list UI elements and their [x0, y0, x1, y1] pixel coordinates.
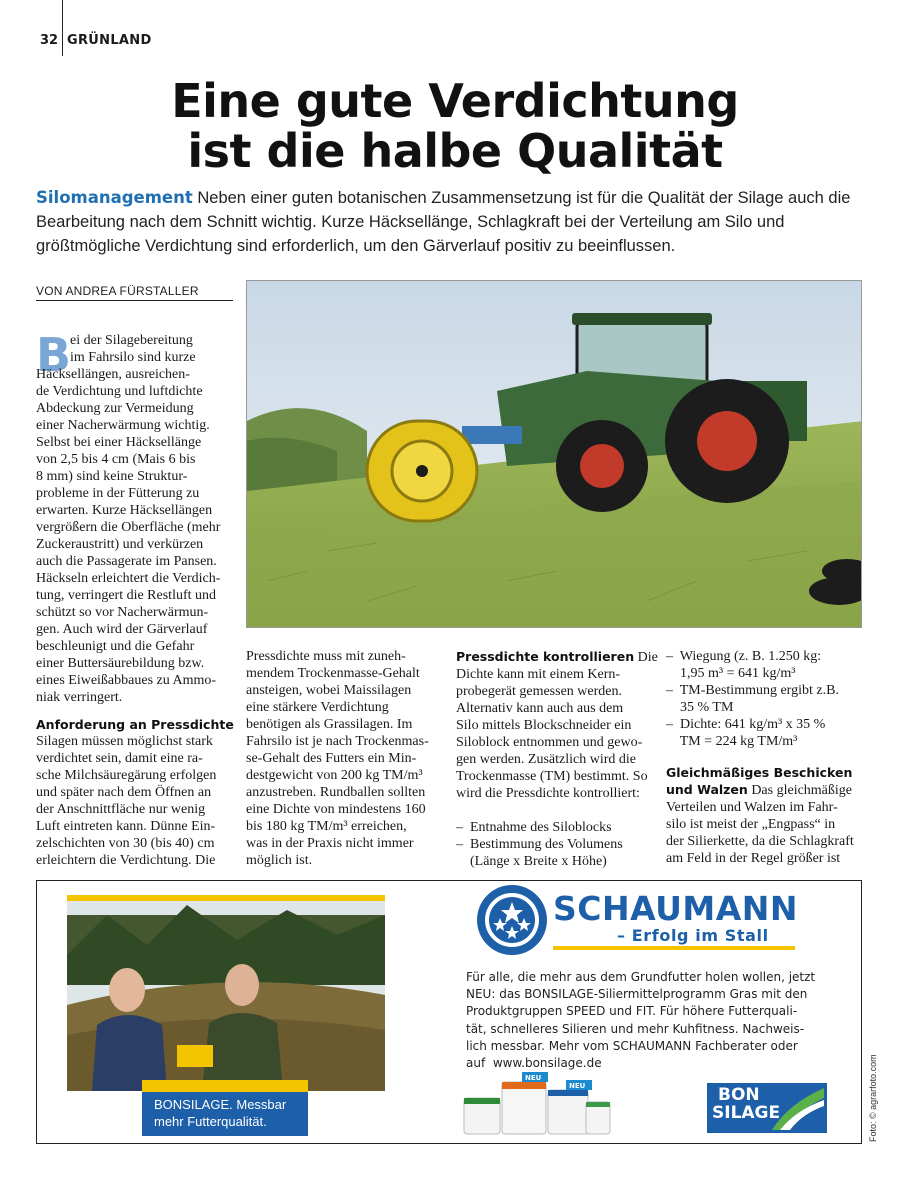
text-line: mendem Trockenmasse-Gehalt	[246, 666, 420, 681]
ad-line: auf www.bonsilage.de	[466, 1056, 602, 1071]
list-item: (Länge x Breite x Höhe)	[456, 854, 607, 869]
subheading-kontrollieren: Pressdichte kontrollieren	[456, 649, 635, 664]
text-line: Trockenmasse (TM) bestimmt. So	[456, 769, 648, 784]
text-line: Silagen müssen möglichst stark	[36, 734, 213, 749]
text-line: bis 180 kg TM/m³ erreichen,	[246, 819, 407, 834]
text-line: möglich ist.	[246, 853, 313, 868]
page-number: 32	[40, 33, 59, 48]
byline: VON ANDREA FÜRSTALLER	[36, 284, 233, 301]
text-line: Fahrsilo ist je nach Trockenmas-	[246, 734, 429, 749]
text-line: im Fahrsilo sind kurze	[70, 350, 196, 365]
ad-banner-line-2: mehr Futterqualität.	[154, 1114, 267, 1129]
text-line: Selbst bei einer Häcksellänge	[36, 435, 202, 450]
text-line: Verteilen und Walzen im Fahr-	[666, 800, 838, 815]
logo-line-2: SILAGE	[712, 1103, 781, 1123]
list-item: – Dichte: 641 kg/m³ x 35 %	[666, 717, 826, 732]
text-line: ei der Silagebereitung	[70, 333, 193, 348]
list-item: – Bestimmung des Volumens	[456, 837, 623, 852]
text-line: probleme in der Fütterung zu	[36, 486, 200, 501]
text-line: anzustreben. Rundballen sollten	[246, 785, 426, 800]
text-line: der Silierkette, da die Schlagkraft	[666, 834, 854, 849]
ad-photo	[67, 895, 385, 1091]
text-line: sche Milchsäuregärung erfolgen	[36, 768, 217, 783]
brand-underline	[553, 946, 795, 950]
text-line: gen werden. Zusätzlich wird die	[456, 752, 636, 767]
ad-line: Für alle, die mehr aus dem Grundfutter holen wollen, jetzt	[466, 970, 816, 984]
headline-line-1: Eine gute Verdichtung	[171, 74, 739, 128]
text-line: tung, verringert die Restluft und	[36, 588, 217, 603]
text-line: probegerät gemessen werden.	[456, 684, 622, 699]
text-line: verdichtet sein, damit eine ra-	[36, 751, 203, 766]
neu-label: NEU	[525, 1074, 542, 1082]
list-item: TM = 224 kg TM/m³	[666, 734, 798, 749]
text-line: gen. Auch wird der Gärverlauf	[36, 622, 208, 637]
text-line: niak verringert.	[36, 690, 123, 705]
brand-claim: – Erfolg im Stall	[617, 926, 769, 945]
list-item: 1,95 m³ = 641 kg/m³	[666, 666, 796, 681]
text-line: vergrößern die Oberfläche (mehr	[36, 520, 221, 535]
ad-line: NEU: das BONSILAGE-Siliermittelprogramm Gras mit den	[466, 987, 808, 1002]
subheading-beschicken: Gleichmäßiges Beschicken	[666, 765, 853, 780]
ad-yellow-stripe	[67, 895, 385, 901]
ad-banner-accent	[142, 1080, 308, 1092]
text-line: von 2,5 bis 4 cm (Mais 6 bis	[36, 452, 196, 467]
brand-name: SCHAUMANN	[553, 889, 799, 928]
text-line: ansteigen, wobei Maissilagen	[246, 683, 412, 698]
schaumann-logo-icon	[476, 884, 548, 956]
col3-body	[456, 648, 656, 870]
text-line: Die	[637, 650, 658, 665]
text-line: Häcksellängen, ausreichen-	[36, 367, 190, 382]
ad-line: tät, schnelleres Silieren und mehr Kuhfitness. Nachweis-	[466, 1021, 805, 1036]
col1-body	[36, 366, 241, 869]
text-line: Luft eintreten kann. Dünne Ein-	[36, 819, 216, 834]
ad-banner	[142, 1092, 308, 1136]
subheading-walzen: und Walzen	[666, 782, 748, 797]
lead-text: Neben einer guten botanischen Zusammensetzung ist für die Qualität der Silage auch die Bearbeitung nach dem Schnitt wichtig. Kurze Häcksellänge, Schlagkraft bei der Verteilung am Silo und größtmögliche Verdichtung sind erforderlich, um den Gärverlauf positiv zu beeinflussen.	[36, 189, 851, 255]
text-line: Siloblock entnommen und gewo-	[456, 735, 643, 750]
text-line: Silo mittels Blockschneider ein	[456, 718, 632, 733]
bonsilage-logo-text	[712, 1086, 780, 1122]
section-title: GRÜNLAND	[67, 33, 152, 48]
lead-kicker: Silomanagement	[36, 188, 193, 207]
col1-first-block-indent	[70, 332, 240, 366]
ad-banner-line-1: BONSILAGE. Messbar	[154, 1097, 287, 1112]
text-line: destgewicht von 200 kg TM/m³	[246, 768, 423, 783]
text-line: erleichtern die Verdichtung. Die	[36, 853, 216, 868]
text-line: eines Eiweißabbaues zu Ammo-	[36, 673, 217, 688]
text-line: zelschichten von 30 (bis 40) cm	[36, 836, 215, 851]
ad-body	[466, 969, 826, 1072]
list-item: – Wiegung (z. B. 1.250 kg:	[666, 649, 822, 664]
text-line: der Anschnittfläche nur wenig	[36, 802, 206, 817]
headline	[100, 76, 810, 176]
text-line: Zuckeraustritt) und verkürzen	[36, 537, 204, 552]
header-divider	[62, 0, 63, 56]
logo-line-1: BON	[718, 1085, 760, 1105]
neu-label: NEU	[569, 1082, 586, 1090]
text-line: am Feld in der Regel größer ist	[666, 851, 841, 866]
subheading-pressdichte: Anforderung an Pressdichte	[36, 717, 234, 732]
list-item: – Entnahme des Siloblocks	[456, 820, 612, 835]
text-line: beschleunigt und die Gefahr	[36, 639, 195, 654]
text-line: einer Nacherwärmung wichtig.	[36, 418, 210, 433]
text-line: eine stärkere Verdichtung	[246, 700, 389, 715]
text-line: 8 mm) sind keine Struktur-	[36, 469, 188, 484]
text-line: was in der Praxis nicht immer	[246, 836, 414, 851]
text-line: auch die Passagerate im Pansen.	[36, 554, 217, 569]
photo-credit: Foto: © agrarfoto.com	[868, 1054, 878, 1142]
text-line: wird die Pressdichte kontrolliert:	[456, 786, 640, 801]
text-line: und später nach dem Öffnen an	[36, 785, 212, 800]
product-tubs-image	[462, 1072, 612, 1136]
text-line: erwarten. Kurze Häcksellängen	[36, 503, 213, 518]
text-line: eine Dichte von mindestens 160	[246, 802, 426, 817]
tractor-photo	[246, 280, 862, 628]
text-line: Das gleichmäßige	[751, 783, 852, 798]
text-line: schützt so vor Nacherwärmun-	[36, 605, 209, 620]
col4-body	[666, 648, 862, 867]
text-line: Dichte kann mit einem Kern-	[456, 667, 621, 682]
text-line: benötigen als Grassilagen. Im	[246, 717, 413, 732]
col2-body	[246, 648, 446, 869]
headline-line-2: ist die halbe Qualität	[187, 124, 723, 178]
list-item: 35 % TM	[666, 700, 734, 715]
text-line: Alternativ kann auch aus dem	[456, 701, 624, 716]
ad-line: Produktgruppen SPEED und FIT. Für höhere Futterquali-	[466, 1004, 798, 1019]
text-line: Abdeckung zur Vermeidung	[36, 401, 194, 416]
lead-paragraph	[36, 186, 866, 258]
ad-line: lich messbar. Mehr vom SCHAUMANN Fachberater oder	[466, 1038, 798, 1053]
text-line: se-Gehalt des Futters ein Min-	[246, 751, 417, 766]
text-line: de Verdichtung und luftdichte	[36, 384, 203, 399]
text-line: einer Buttersäurebildung bzw.	[36, 656, 205, 671]
text-line: Pressdichte muss mit zuneh-	[246, 649, 406, 664]
list-item: – TM-Bestimmung ergibt z.B.	[666, 683, 839, 698]
drop-cap: B	[36, 328, 72, 382]
text-line: Häckseln erleichtert die Verdich-	[36, 571, 221, 586]
text-line: silo ist meist der „Engpass“ in	[666, 817, 836, 832]
